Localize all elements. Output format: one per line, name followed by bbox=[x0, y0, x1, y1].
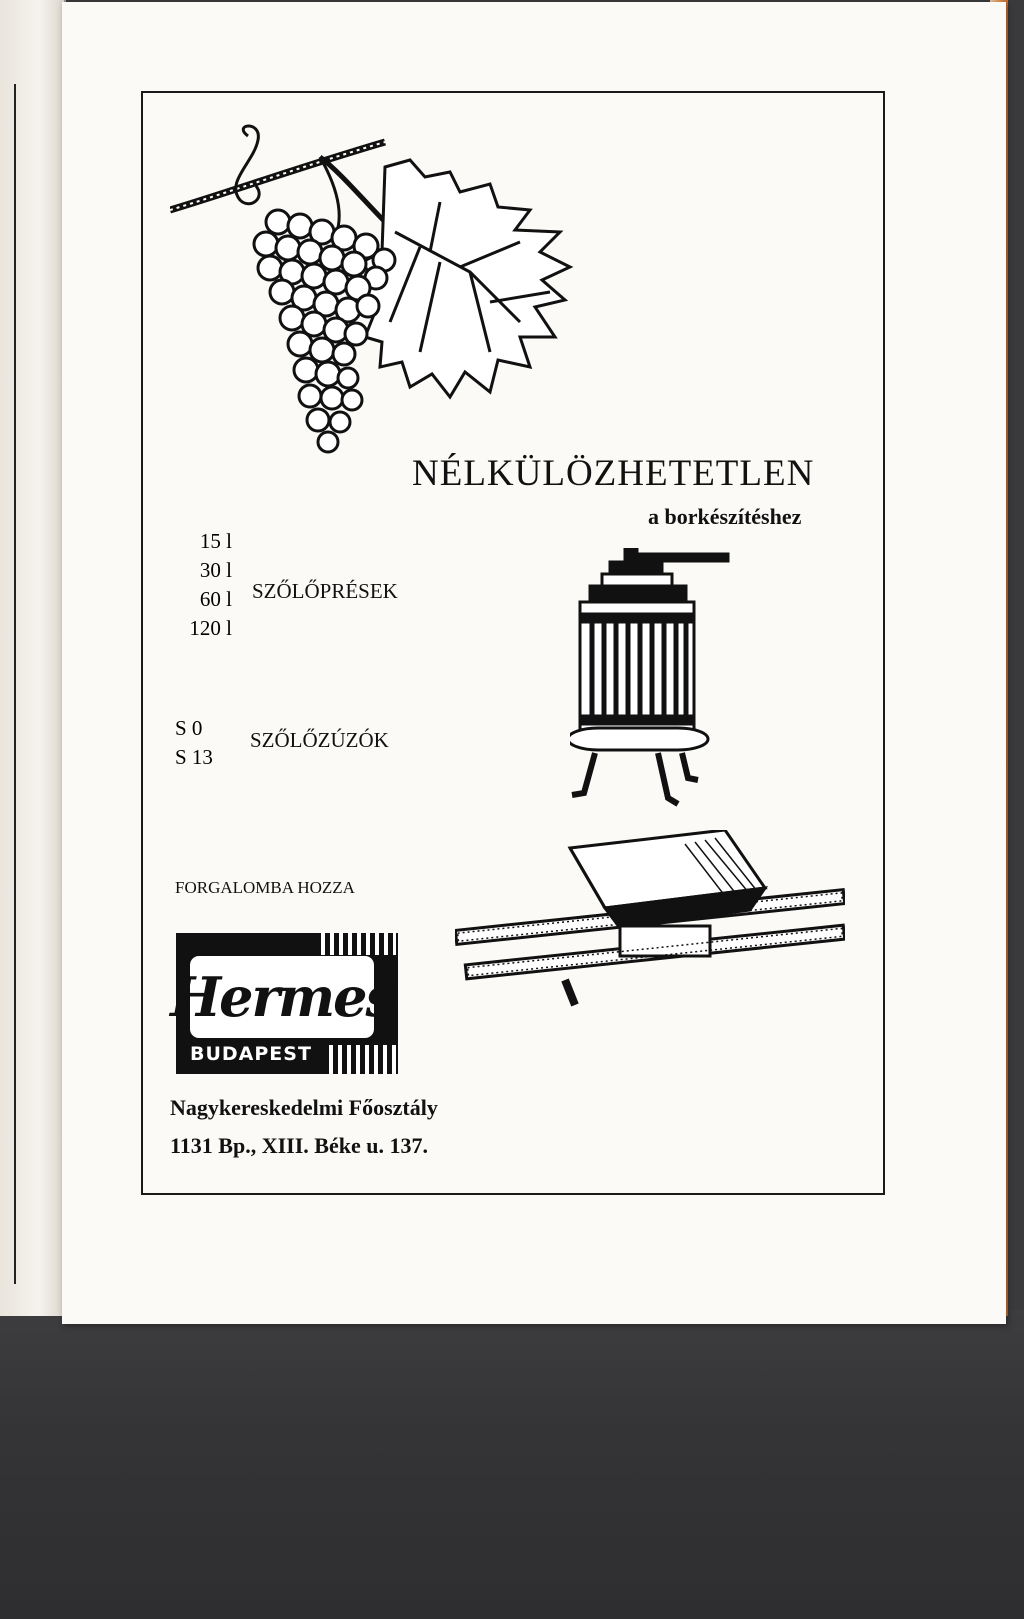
address: 1131 Bp., XIII. Béke u. 137. bbox=[170, 1133, 428, 1158]
press-size: 60 l bbox=[199, 587, 232, 611]
logo-stripes bbox=[316, 933, 396, 955]
logo-city: BUDAPEST bbox=[190, 1043, 312, 1065]
headline: NÉLKÜLÖZHETETLEN bbox=[412, 453, 815, 494]
hermes-logo bbox=[170, 933, 400, 1076]
crusher-model: S 0 bbox=[175, 716, 203, 740]
presses-label: SZŐLŐPRÉSEK bbox=[252, 579, 398, 603]
distributor-label: FORGALOMBA HOZZA bbox=[175, 878, 355, 897]
press-size: 30 l bbox=[199, 558, 232, 582]
subhead: a borkészítéshez bbox=[648, 504, 802, 529]
crusher-model: S 13 bbox=[175, 745, 213, 769]
left-page-edge bbox=[0, 0, 66, 1316]
wine-press-illustration-icon bbox=[570, 548, 730, 838]
grape-vine-illustration-icon bbox=[170, 122, 610, 462]
grape-crusher-illustration-icon bbox=[455, 830, 845, 1020]
crushers-label: SZŐLŐZÚZÓK bbox=[250, 728, 389, 752]
background-surface bbox=[0, 1310, 1024, 1619]
department: Nagykereskedelmi Főosztály bbox=[170, 1095, 438, 1120]
crusher-models bbox=[175, 714, 213, 772]
press-sizes bbox=[176, 527, 232, 643]
logo-stripes bbox=[324, 1045, 396, 1074]
press-size: 120 l bbox=[189, 616, 232, 640]
logo-word: Hermes bbox=[170, 965, 394, 1029]
logo-panel bbox=[170, 956, 394, 1038]
press-size: 15 l bbox=[199, 529, 232, 553]
